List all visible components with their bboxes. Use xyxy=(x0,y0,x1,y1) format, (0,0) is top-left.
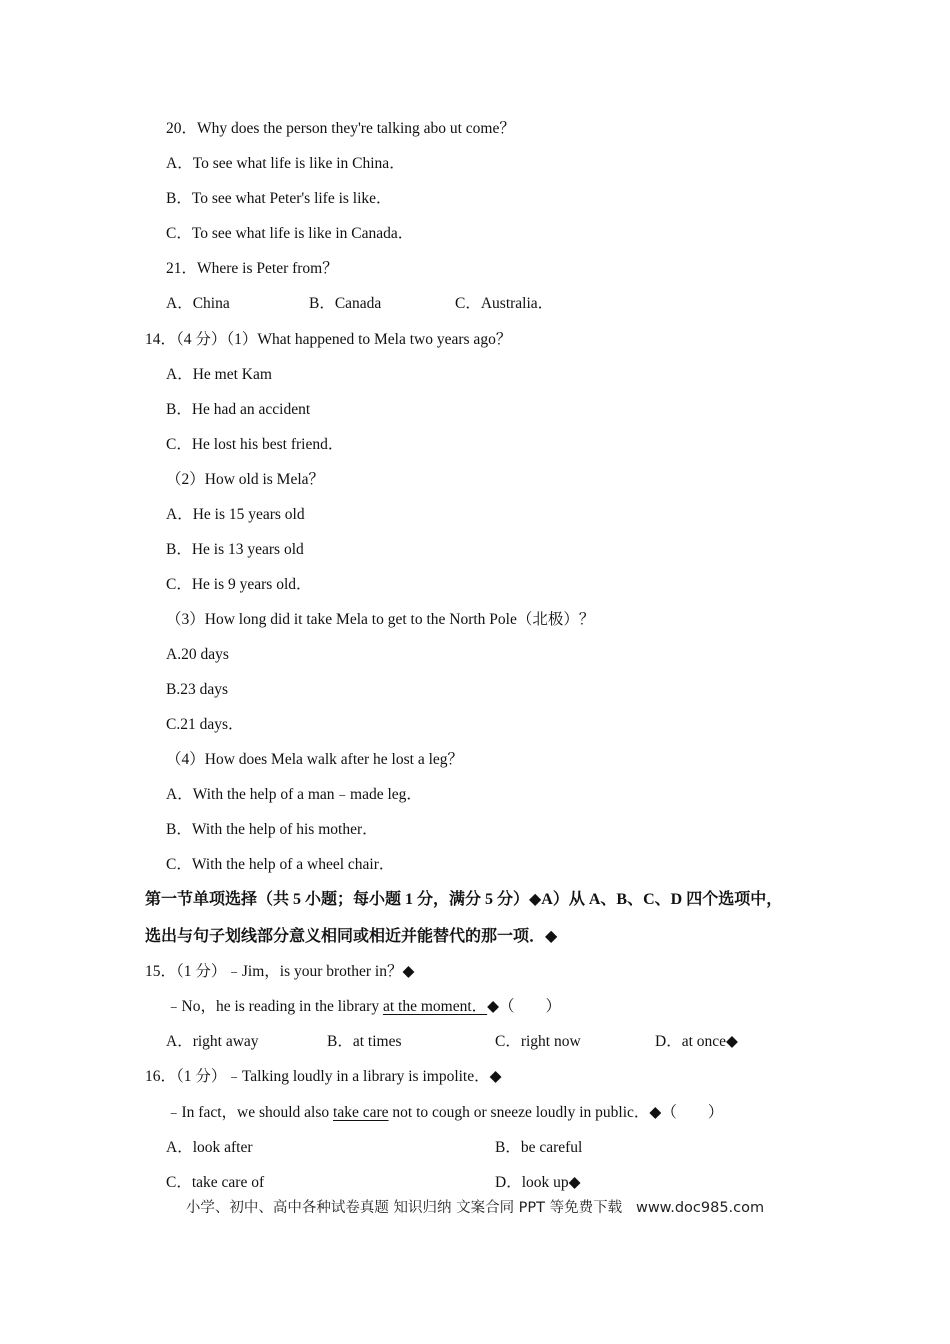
question-14-2-option-b: B．He is 13 years old xyxy=(166,541,304,558)
question-16-option-d: D．look up◆ xyxy=(495,1174,581,1191)
question-21-option-b: B．Canada xyxy=(309,295,382,312)
question-20-option-c: C．To see what life is like in Canada． xyxy=(166,225,414,242)
question-20-option-a: A．To see what life is like in China． xyxy=(166,155,405,172)
question-21-option-c: C．Australia． xyxy=(455,295,554,312)
question-15-stem: 15．（1 分）﹣Jim，is your brother in？◆ xyxy=(145,963,415,980)
question-14-4-option-b: B．With the help of his mother． xyxy=(166,821,378,838)
question-14-4-stem: （4）How does Mela walk after he lost a leg？ xyxy=(166,751,464,768)
question-16-stem: 16．（1 分）﹣Talking loudly in a library is impolite．◆ xyxy=(145,1068,502,1085)
question-16-reply xyxy=(166,1103,723,1123)
question-16-option-a: A．look after xyxy=(166,1139,253,1156)
question-15-option-c: C．right now xyxy=(495,1033,581,1050)
question-14-stem: 14．（4 分）（1）What happened to Mela two years ago？ xyxy=(145,331,512,348)
question-15-option-d: D．at once◆ xyxy=(655,1033,738,1050)
question-15-option-b: B．at times xyxy=(327,1033,402,1050)
question-14-3-option-b: B.23 days xyxy=(166,681,228,698)
question-20-stem: 20．Why does the person they're talking abo ut come？ xyxy=(166,120,515,137)
question-15-option-a: A．right away xyxy=(166,1033,259,1050)
question-14-2-stem: （2）How old is Mela？ xyxy=(166,471,325,488)
question-16-reply-text: ﹣In fact，we should also xyxy=(166,1104,334,1121)
question-15-answer-blank: ◆（ ） xyxy=(487,998,562,1015)
question-14-1-option-c: C．He lost his best friend． xyxy=(166,436,344,453)
question-15-reply xyxy=(166,997,561,1017)
question-14-1-option-a: A．He met Kam xyxy=(166,366,272,383)
question-14-3-option-a: A.20 days xyxy=(166,646,229,663)
question-21-option-a: A．China xyxy=(166,295,230,312)
question-14-4-option-a: A．With the help of a man﹣made leg． xyxy=(166,786,422,803)
question-15-underlined-phrase: at the moment． xyxy=(382,998,488,1015)
question-16-underlined-phrase: take care xyxy=(333,1104,389,1121)
question-14-1-option-b: B．He had an accident xyxy=(166,401,311,418)
question-14-3-option-c: C.21 days． xyxy=(166,716,244,733)
page-footer: 小学、初中、高中各种试卷真题 知识归纳 文案合同 PPT 等免费下载 www.doc985.com xyxy=(185,1200,765,1216)
question-20-option-b: B．To see what Peter's life is like． xyxy=(166,190,392,207)
question-16-option-c: C．take care of xyxy=(166,1174,265,1191)
question-14-4-option-c: C．With the help of a wheel chair． xyxy=(166,856,395,873)
question-14-2-option-c: C．He is 9 years old． xyxy=(166,576,312,593)
question-21-stem: 21．Where is Peter from？ xyxy=(166,260,338,277)
question-14-3-stem: （3）How long did it take Mela to get to the North Pole（北极）？ xyxy=(166,611,595,628)
question-15-reply-text: ﹣No，he is reading in the library xyxy=(166,998,383,1015)
section-heading-line-1: 第一节单项选择（共 5 小题；每小题 1 分，满分 5 分）◆A）从 A、B、C、D 四个选项中， xyxy=(145,891,783,908)
section-heading-line-2: 选出与句子划线部分意义相同或相近并能替代的那一项．◆ xyxy=(145,928,558,945)
question-16-option-b: B．be careful xyxy=(495,1139,583,1156)
question-14-2-option-a: A．He is 15 years old xyxy=(166,506,305,523)
question-16-answer-blank: not to cough or sneeze loudly in public．◆（ ） xyxy=(388,1104,724,1121)
